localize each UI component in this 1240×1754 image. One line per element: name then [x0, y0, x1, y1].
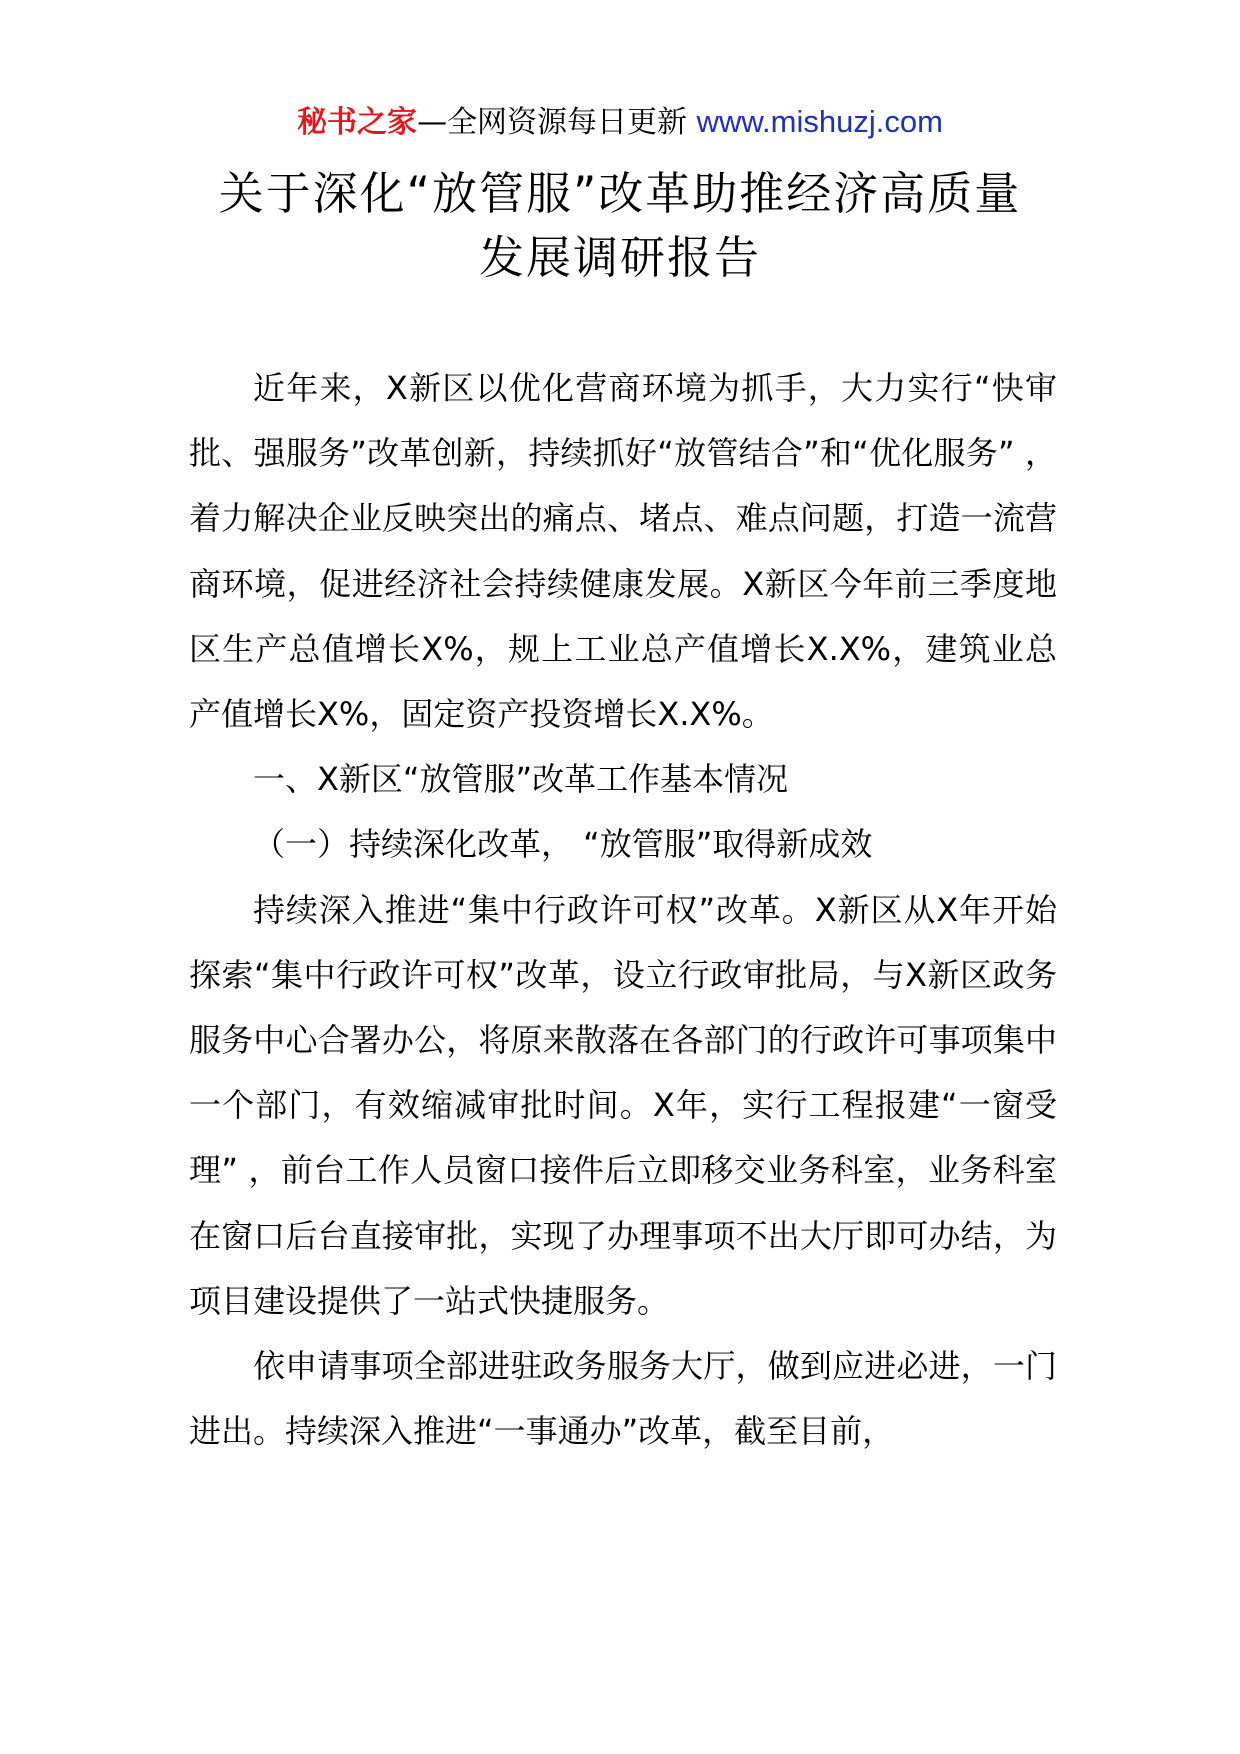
document-body [189, 356, 1057, 1464]
document-title-line: 发展调研报告 [478, 231, 761, 284]
site-tagline: —全网资源每日更新 [417, 105, 688, 140]
site-header [0, 100, 1240, 145]
body-paragraph: 近年来，X新区以优化营商环境为抓手，大力实行“快审批、强服务”改革创新，持续抓好“放管结合”和“优化服务” ，着力解决企业反映突出的痛点、堵点、难点问题，打造一流营商环境，促进经济社会持续健康发展。X新区今年前三季度地区生产总值增长X%，规上工业总产值增长X.X%，建筑业总产值增长X%，固定资产投资增长X.X%。 [189, 369, 1057, 734]
site-url[interactable]: www.mishuzj.com [696, 104, 943, 139]
document-title [150, 162, 1090, 290]
document-title-line: 关于深化“放管服”改革助推经济高质量 [218, 167, 1022, 220]
section-heading: 一、X新区“放管服”改革工作基本情况 [253, 760, 789, 799]
site-brand: 秘书之家 [297, 105, 418, 140]
body-paragraph: 持续深入推进“集中行政许可权”改革。X新区从X年开始探索“集中行政许可权”改革，设立行政审批局，与X新区政务服务中心合署办公，将原来散落在各部门的行政许可事项集中一个部门，有效缩减审批时间。X年，实行工程报建“一窗受理” ，前台工作人员窗口接件后立即移交业务科室，业务科室在窗口后台直接审批，实现了办理事项不出大厅即可办结，为项目建设提供了一站式快捷服务。 [189, 890, 1057, 1320]
body-paragraph: 依申请事项全部进驻政务服务大厅，做到应进必进，一门进出。持续深入推进“一事通办”改革，截至目前， [189, 1347, 1057, 1451]
subsection-heading: （一）持续深化改革， “放管服”取得新成效 [253, 825, 873, 864]
